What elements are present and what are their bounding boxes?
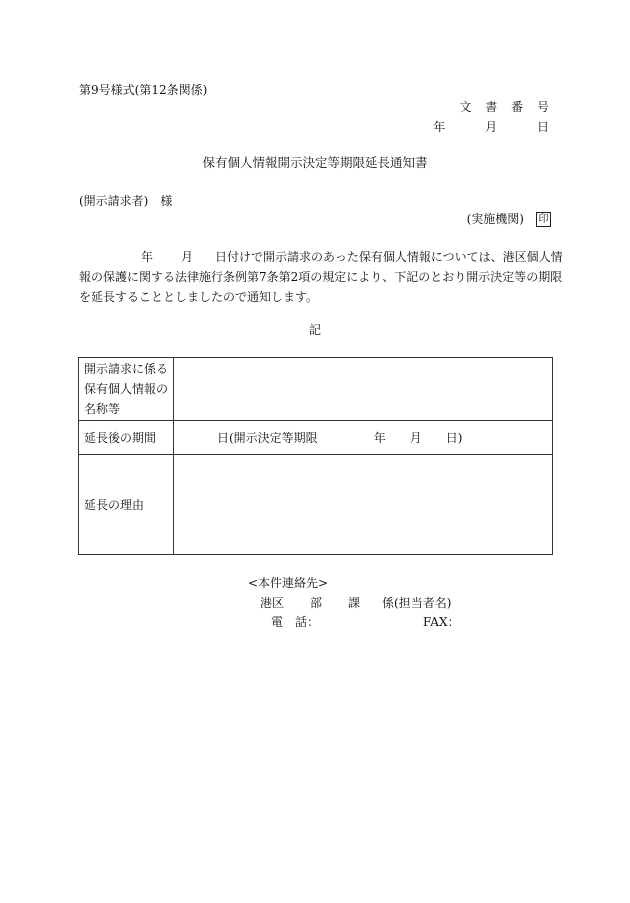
honorific: 様: [160, 194, 173, 208]
table-row: [79, 358, 553, 421]
contact-phone-fax: [271, 615, 460, 629]
doc-number-char: 号: [536, 100, 549, 114]
date-day: 日: [536, 120, 549, 134]
body-month: 月: [181, 250, 194, 264]
doc-number-char: 書: [485, 100, 498, 114]
body-line-3: を延長することとしましたので通知します。: [79, 290, 319, 304]
contact-heading: <本件連絡先>: [248, 576, 329, 590]
period-year: 年: [373, 431, 386, 445]
phone-label: 電 話：: [271, 615, 320, 629]
period-day-suffix: 日(開示決定等期限: [217, 431, 318, 445]
document-number-label: [449, 100, 549, 114]
body-year: 年: [141, 250, 154, 264]
agency-label: (実施機関): [466, 212, 524, 226]
seal-mark: 印: [536, 212, 551, 227]
date-year: 年: [433, 120, 446, 134]
body-line-1: [79, 247, 563, 267]
extended-period-value: [174, 421, 553, 455]
document-title: 保有個人情報開示決定等期限延長通知書: [202, 155, 428, 170]
table-row: [79, 421, 553, 455]
period-day-close: 日): [445, 431, 463, 445]
date-month: 月: [485, 120, 498, 134]
fax-label: FAX：: [423, 615, 460, 629]
info-name-label: [79, 358, 174, 421]
label-line: 名称等: [84, 402, 121, 416]
period-month: 月: [409, 431, 422, 445]
details-table: [78, 357, 553, 555]
extension-reason-label: 延長の理由: [79, 455, 174, 555]
doc-number-char: 文: [459, 100, 472, 114]
document-date: [433, 120, 549, 134]
form-number: 第9号様式(第12条関係): [79, 83, 208, 97]
addressee: [79, 194, 172, 208]
doc-number-char: 番: [511, 100, 524, 114]
contact-person: 係(担当者名): [382, 596, 452, 610]
body-line-2: 報の保護に関する法律施行条例第7条第2項の規定により、下記のとおり開示決定等の期限: [79, 270, 563, 284]
extended-period-label: 延長後の期間: [79, 421, 174, 455]
ki-heading: 記: [308, 323, 321, 337]
contact-dept-suffix: 部: [310, 596, 323, 610]
contact-section-suffix: 課: [348, 596, 361, 610]
label-line: 保有個人情報の: [84, 382, 169, 396]
label-line: 開示請求に係る: [84, 362, 169, 376]
requester-label: (開示請求者): [79, 194, 149, 208]
contact-department: [260, 596, 451, 610]
body-line-1-text: 日付けで開示請求のあった保有個人情報については、港区個人情: [215, 250, 563, 264]
implementing-agency: [467, 212, 551, 227]
info-name-value: [174, 358, 553, 421]
extension-reason-value: [174, 455, 553, 555]
table-row: [79, 455, 553, 555]
contact-ward: 港区: [260, 596, 285, 610]
notice-body: [79, 247, 563, 307]
